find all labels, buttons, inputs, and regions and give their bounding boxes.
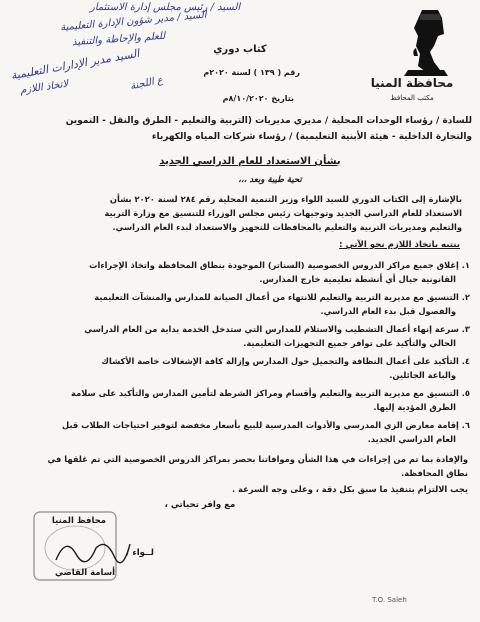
document-number: رقم ( ١٣٩ ) لسنة ٢٠٢٠م — [203, 68, 300, 77]
handwritten-note-3: للعلم والإحاطة والتنفيذ — [71, 30, 166, 49]
item-continuation: الحالي والتأكيد على توافر جميع التجهيزات التعليمية. — [243, 338, 456, 348]
item-text: التنسيق مع مديرية التربية والتعليم وأقسام ومراكز الشرطة لتأمين المدارس والتأكيد على سلامة — [71, 388, 459, 398]
item-continuation: والباعة الجائلين. — [389, 370, 456, 380]
handwritten-note-6: ع اللجنة — [129, 74, 164, 93]
handwritten-note-4: السيد مدير الإدارات التعليمية — [9, 46, 141, 83]
signature-rank: لــواء / — [126, 548, 154, 558]
addressee-line-1: للسادة / رؤساء الوحدات المحلية / مديري مديريات (التربية والتعليم - الطرق والنقل - التموين — [65, 116, 472, 126]
item-number: ٤. — [461, 356, 470, 366]
handwritten-note-5: لاتخاذ اللازم — [19, 78, 69, 97]
intro-line-3: والتعليم ومديريات التربية والتعليم بالمحافظات للتجهيز والاستعداد لبدء العام الدراسي. — [112, 222, 462, 232]
instruction-heading: ينتبه باتخاذ اللازم نحو الآتي : — [339, 240, 460, 250]
intro-line-1: بالإشارة إلى الكتاب الدوري للسيد اللواء وزير التنمية المحلية رقم ٢٨٤ لسنة ٢٠٢٠ بشأن — [109, 194, 462, 204]
stamp-label: محافظ المنيا — [51, 516, 107, 526]
handwritten-note-2: السيد / مدير شؤون الإدارة التعليمية — [59, 9, 208, 34]
signatory-name: أسامة القاضي — [54, 568, 116, 578]
subject-line: بشأن الاستعداد للعام الدراسي الجديد — [159, 156, 341, 167]
list-item — [20, 290, 470, 304]
governorate-name: محافظة المنيا — [370, 76, 454, 90]
item-number: ٢. — [461, 292, 470, 302]
handwritten-note-1: السيد / رئيس مجلس إدارة الاستثمار — [90, 2, 241, 13]
closing-line-1: والإفادة بما تم من إجراءات في هذا الشأن وموافاتنا بحصر بمراكز الدروس الخصوصية التي تم غلقها في — [47, 454, 468, 464]
item-continuation: القانونية حيال أي أنشطة تعليمية خارج المدارس. — [259, 274, 456, 284]
item-continuation: والفصول قبل بدء العام الدراسي. — [320, 306, 456, 316]
item-number: ٥. — [461, 388, 470, 398]
footer-initials: T.O. Saleh — [372, 596, 407, 604]
document-date: بتاريخ ٨/١٠/٢٠٢٠م — [222, 94, 294, 103]
item-text: إقامة معارض الزي المدرسي والأدوات المدرسية للبيع بأسعار مخفضة لتوفير احتياجات الطلاب قبل — [62, 420, 459, 430]
list-item — [20, 322, 470, 336]
list-item — [20, 258, 470, 272]
closing-line-3: يجب الالتزام بتنفيذ ما سبق بكل دقة ، وعلى وجه السرعة . — [232, 484, 468, 494]
governor-office-label: مكتب المحافظ — [390, 94, 434, 102]
item-number: ١. — [461, 260, 470, 270]
document-type-title: كتاب دوري — [213, 44, 267, 55]
item-number: ٣. — [461, 324, 470, 334]
regards-line: مع وافر تحياتي ، — [164, 500, 236, 510]
item-number: ٦. — [461, 420, 470, 430]
intro-line-2: الاستعداد للعام الدراسي الجديد وتوجيهات رئيس مجلس الوزراء للتنسيق مع وزارة التربية — [104, 208, 462, 218]
item-text: التأكيد على أعمال النظافة والتجميل حول المدارس وإزالة كافة الإشغالات خاصة الأكشاك — [101, 356, 459, 366]
item-text: إغلاق جميع مراكز الدروس الخصوصية (السناتر) الموجودة بنطاق المحافظة واتخاذ الإجراءات — [89, 260, 459, 270]
item-continuation: العام الدراسي الجديد. — [367, 434, 456, 444]
greeting: تحية طيبة وبعد ،،، — [238, 175, 302, 185]
handwritten-signature-icon — [52, 530, 132, 570]
item-text: التنسيق مع مديرية التربية والتعليم للانتهاء من أعمال الصيانة للمدارس والمنشآت التعليمية — [94, 292, 459, 302]
list-item — [20, 386, 470, 400]
addressee-line-2: والتجارة الداخلية - هيئة الأبنية التعليمية) / رؤساء شركات المياه والكهرباء — [151, 132, 472, 142]
closing-line-2: نطاق المحافظة. — [401, 468, 468, 478]
item-continuation: الطرق المؤدية إليها. — [373, 402, 456, 412]
item-text: سرعة إنهاء أعمال التشطيب والاستلام للمدارس التي ستدخل الخدمة بداية من العام الدراسي — [84, 324, 459, 334]
list-item — [20, 418, 470, 432]
list-item — [20, 354, 470, 368]
